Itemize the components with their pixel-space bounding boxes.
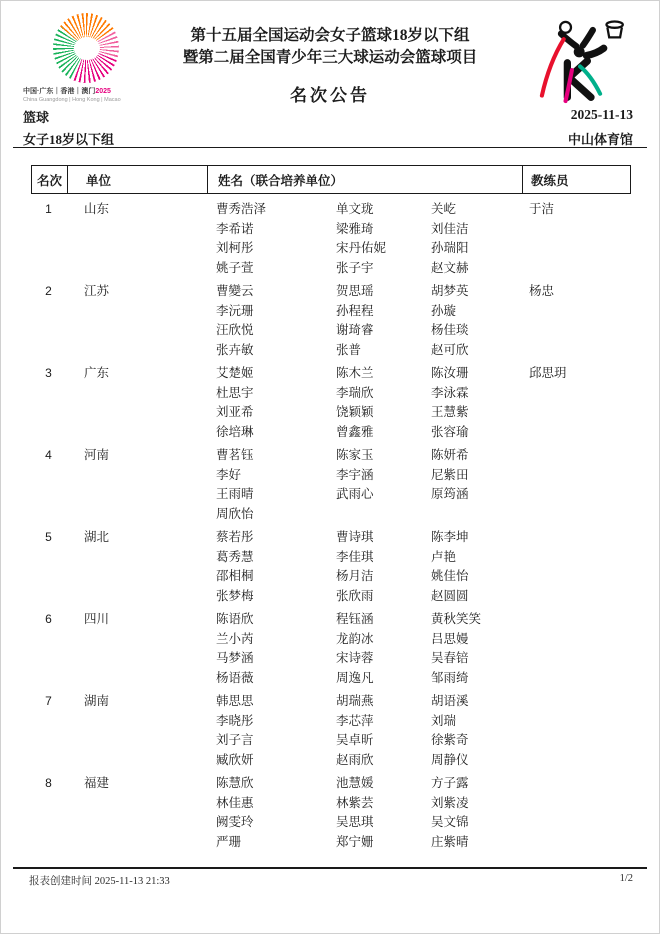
team-row [31, 364, 631, 446]
event-date: 2025-11-13 [570, 107, 633, 122]
player-name: 艾楚姬 [216, 366, 254, 380]
player-name: 李芯萍 [336, 713, 374, 728]
unit-name: 山东 [84, 202, 110, 216]
rank-value: 7 [45, 694, 52, 708]
unit-name: 福建 [84, 776, 110, 790]
rank-value: 6 [45, 612, 52, 626]
player-name: 周静仪 [431, 752, 469, 767]
document-title-notice: 名次公告 [290, 86, 370, 105]
player-names-grid [206, 282, 521, 360]
player-name: 陈慧欣 [216, 776, 254, 790]
unit-name: 江苏 [84, 284, 110, 298]
player-names-grid [206, 610, 521, 688]
coach-name: 杨忠 [529, 284, 555, 298]
player-name: 饶颖颖 [336, 405, 374, 419]
player-name: 赵文赫 [431, 260, 469, 275]
player-name: 张卉敏 [216, 342, 254, 357]
coach-name [521, 774, 631, 852]
coach-name [521, 610, 631, 688]
team-row [31, 774, 631, 856]
player-name: 卢艳 [431, 549, 457, 564]
team-row [31, 282, 631, 364]
player-name: 张子宇 [336, 260, 374, 275]
player-name: 姚佳怡 [431, 569, 469, 583]
player-name [326, 505, 421, 525]
player-name: 黄秋笑笑 [431, 612, 482, 626]
player-name: 孙程程 [336, 303, 374, 318]
player-name: 周逸凡 [336, 670, 374, 685]
coach-name: 邱思玥 [529, 366, 567, 380]
coach-name [521, 692, 631, 770]
player-name: 曹茗钰 [216, 448, 254, 462]
header-rank: 名次 [36, 173, 62, 188]
player-name: 关屹 [431, 202, 457, 216]
player-name: 孙瑞阳 [431, 241, 469, 255]
player-name: 韩思思 [216, 694, 254, 708]
player-name: 谢琦睿 [336, 323, 374, 337]
player-name: 胡梦英 [431, 284, 469, 298]
player-name: 林紫芸 [336, 795, 374, 810]
player-name: 李宇涵 [336, 467, 374, 482]
player-name: 刘佳洁 [431, 221, 469, 236]
player-name: 阙雯玲 [216, 815, 254, 829]
player-name: 严珊 [216, 834, 242, 849]
player-name: 汪欣悦 [216, 323, 254, 337]
player-names-grid [206, 774, 521, 852]
unit-name: 河南 [84, 448, 110, 462]
player-name: 蔡若彤 [216, 530, 254, 544]
venue-label: 中山体育馆 [567, 132, 633, 147]
page-number: 1/2 [619, 873, 633, 884]
player-name: 周欣怡 [216, 506, 254, 521]
team-row [31, 692, 631, 774]
player-name: 兰小芮 [216, 631, 254, 646]
coach-name [521, 446, 631, 524]
player-name: 王雨晴 [216, 487, 254, 501]
player-name: 李晓彤 [216, 713, 254, 728]
document-title-line2: 暨第二届全国青少年三大球运动会篮球项目 [182, 49, 478, 66]
player-name: 武雨心 [336, 487, 374, 501]
rank-value: 5 [45, 530, 52, 544]
player-name: 李佳琪 [336, 549, 374, 564]
player-name: 曹诗琪 [336, 530, 374, 544]
player-name: 吴卓昕 [336, 733, 374, 747]
player-name: 邵相桐 [216, 569, 254, 583]
player-names-grid [206, 446, 521, 524]
player-name: 宋丹佑妮 [336, 241, 387, 255]
player-name: 陈李坤 [431, 530, 469, 544]
unit-name: 四川 [84, 612, 110, 626]
rank-value: 2 [45, 284, 52, 298]
player-name: 杨月洁 [336, 569, 374, 583]
unit-name: 湖北 [84, 530, 110, 544]
player-name: 贺思瑶 [336, 284, 374, 298]
header-names: 姓名（联合培养单位） [207, 166, 522, 193]
header-unit: 单位 [67, 166, 207, 193]
player-name: 马梦涵 [216, 651, 254, 665]
rank-value: 8 [45, 776, 52, 790]
player-name: 赵圆圆 [431, 588, 469, 603]
player-name: 张欣雨 [336, 588, 374, 603]
table-body [31, 192, 631, 856]
player-name: 梁雅琦 [336, 221, 374, 236]
unit-name: 湖南 [84, 694, 110, 708]
emblem-caption-text: 中国·广东｜香港｜澳门 [23, 88, 96, 95]
player-name: 陈语欣 [216, 612, 254, 626]
player-name: 池慧媛 [336, 776, 374, 790]
player-name: 吴思琪 [336, 815, 374, 829]
player-name: 刘瑞 [431, 713, 457, 728]
team-row [31, 200, 631, 282]
player-name: 徐培琳 [216, 424, 254, 439]
header-coach: 教练员 [522, 166, 630, 193]
player-name: 方子露 [431, 776, 469, 790]
player-name: 张普 [336, 342, 362, 357]
player-name: 庄紫晴 [431, 834, 469, 849]
player-name: 李沅珊 [216, 303, 254, 318]
player-name: 葛秀慧 [216, 549, 254, 564]
rank-value: 3 [45, 366, 52, 380]
player-name: 刘紫凌 [431, 795, 469, 810]
team-row [31, 528, 631, 610]
player-name: 臧欣妍 [216, 752, 254, 767]
player-name: 李希诺 [216, 221, 254, 236]
player-name: 曹變云 [216, 284, 254, 298]
player-name: 吕思嫚 [431, 631, 469, 646]
player-name: 陈木兰 [336, 366, 374, 380]
player-name [421, 505, 521, 525]
player-name: 王慧紫 [431, 405, 469, 419]
team-row [31, 610, 631, 692]
player-name: 杜思宇 [216, 385, 254, 400]
player-name: 邹雨绮 [431, 670, 469, 685]
header-divider [13, 147, 647, 148]
player-name: 徐紫奇 [431, 733, 469, 747]
player-name: 姚子萱 [216, 260, 254, 275]
coach-name: 于洁 [529, 202, 555, 216]
player-name: 李瑞欣 [336, 385, 374, 400]
player-name: 曾鑫雅 [336, 424, 374, 439]
player-name: 刘柯彤 [216, 241, 254, 255]
fifteenth-games-flower-icon [53, 13, 119, 83]
player-name: 张梦梅 [216, 588, 254, 603]
player-name: 程钰涵 [336, 612, 374, 626]
sport-label: 篮球 [23, 110, 50, 125]
player-name: 曹秀浩泽 [216, 202, 267, 216]
rank-value: 4 [45, 448, 52, 462]
document-title-line1: 第十五届全国运动会女子篮球18岁以下组 [190, 27, 470, 44]
player-name: 杨佳琰 [431, 323, 469, 337]
player-name: 原筠涵 [431, 487, 469, 501]
flower-center [74, 37, 100, 60]
team-row [31, 446, 631, 528]
emblem-caption-en: China Guangdong | Hong Kong | Macao [23, 97, 121, 103]
player-name: 宋诗蓉 [336, 651, 374, 665]
player-name: 胡语溪 [431, 694, 469, 708]
player-name: 赵雨欣 [336, 752, 374, 767]
player-name: 赵可欣 [431, 342, 469, 357]
player-names-grid [206, 364, 521, 442]
player-names-grid [206, 200, 521, 278]
player-name: 杨语薇 [216, 670, 254, 685]
player-name: 刘亚希 [216, 405, 254, 419]
player-name: 吴春锫 [431, 651, 469, 665]
player-name: 陈妍希 [431, 448, 469, 462]
coach-name [521, 528, 631, 606]
table-header [31, 165, 631, 194]
group-label: 女子18岁以下组 [23, 132, 115, 147]
player-name: 孙璇 [431, 303, 457, 318]
player-name: 单文珑 [336, 202, 374, 216]
player-name: 龙韵冰 [336, 631, 374, 646]
player-names-grid [206, 528, 521, 606]
player-name: 李好 [216, 467, 242, 482]
player-name: 陈汝珊 [431, 366, 469, 380]
player-name: 吴文锦 [431, 815, 469, 829]
unit-name: 广东 [84, 366, 110, 380]
rank-value: 1 [45, 202, 52, 216]
player-name: 尼紫田 [431, 467, 469, 482]
player-name: 刘子言 [216, 733, 254, 747]
player-name: 郑宁姗 [336, 834, 374, 849]
footer-divider [13, 867, 647, 869]
player-name: 陈家玉 [336, 448, 374, 462]
emblem-caption-year: 2025 [95, 88, 111, 95]
player-name: 张容瑜 [431, 424, 469, 439]
player-names-grid [206, 692, 521, 770]
player-name: 林佳惠 [216, 795, 254, 810]
report-created-timestamp: 报表创建时间 2025-11-13 21:33 [29, 876, 170, 887]
player-name: 李泳霖 [431, 385, 469, 400]
player-name: 胡瑞燕 [336, 694, 374, 708]
